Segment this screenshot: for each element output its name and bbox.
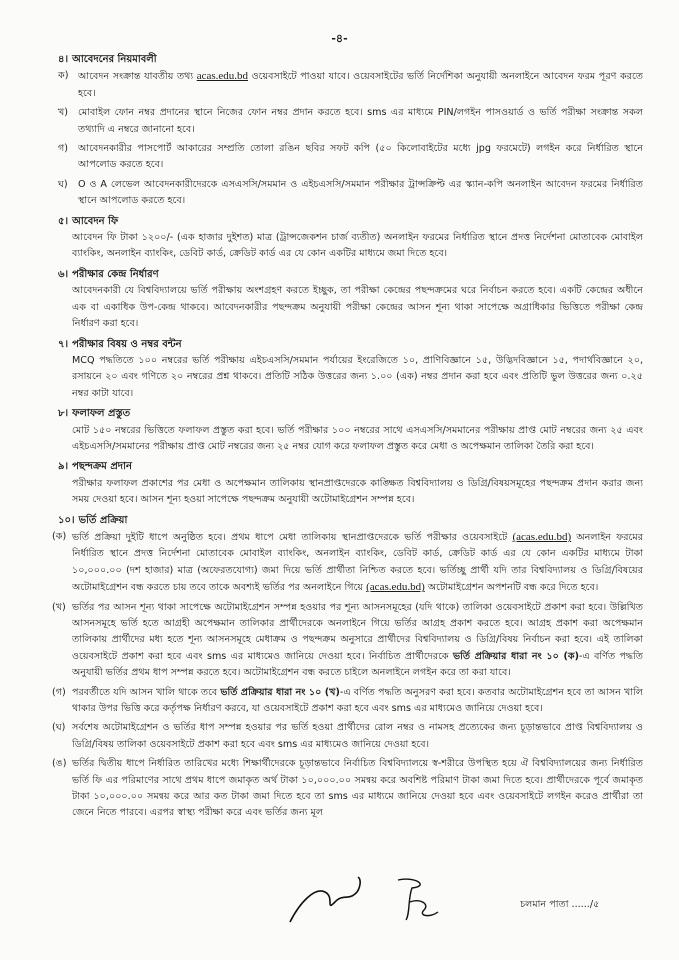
section-number: ১০। [58,514,75,526]
section-body: আবেদনকারী যে বিশ্ববিদ্যালয়ে ভর্তি পরীক্ষায় অংশগ্রহণ করতে ইচ্ছুক, তা পরীক্ষা কেন্দ্রের পছন্দক্রমের ঘরে নির্বাচন করতে হবে। একটি কেন্দ্রের অধীনে এক বা একাধিক উপ-কেন্দ্র থাকবে। আবেদনকারীর পছন্দক্রম অনুযায়ী পরীক্ষা কেন্দ্রের আসন শূন্য থাকা সাপেক্ষে অগ্রাধিকার ভিত্তিতে পরীক্ষা কেন্দ্র নির্ধারণ করা হবে। [72,285,643,330]
website-link[interactable]: acas.edu.bd [196,70,249,83]
section-body: MCQ পদ্ধতিতে ১০০ নম্বরের ভর্তি পরীক্ষায় এইচএসসি/সমমান পর্যায়ের ইংরেজিতে ১০, প্রাণিবিজ্ঞানে ১৫, উদ্ভিদবিজ্ঞানে ১৫, পদার্থবিজ্ঞানে ২০, রসায়নে ২০ এবং গণিতে ২০ নম্বরের প্রশ্ন থাকবে। প্রতিটি সঠিক উত্তরের জন্য ১.০০ (এক) নম্বর প্রদান করা হবে এবং প্রতিটি ভুল উত্তরের জন্য ০.২৫ নম্বর কাটা যাবে। [72,354,643,399]
section-title: পরীক্ষার কেন্দ্র নির্ধারণ [72,268,159,280]
item-text: ভর্তির দ্বিতীয় ধাপে নির্ধারিত তারিখের মধ্যে শিক্ষার্থীদেরকে চূড়ান্তভাবে নির্বাচিত বিশ্ববিদ্যালয়ে স্ব-শরীরে উপস্থিত হয়ে ঐ বিশ্ববিদ্যালয়ের জন্য নির্ধারিত ভর্তি ফি এর পরিমাণের সাথে প্রথম ধাপে জমাকৃত অর্থ টাকা ১০,০০০.০০ সমন্বয় করে অবশিষ্ট পরিমাণ টাকা জমা দিতে হবে। প্রার্থীদেরকে পূর্বে জমাকৃত টাকা ১০,০০০.০০ সমন্বয় করে আর কত টাকা জমা দিতে হবে তা sms এর মাধ্যমে জানিয়ে দেওয়া হবে এবং ওয়েবসাইটে লগইন করেও প্রার্থীরা তা জেনে নিতে পারবে। এরপর স্বাস্থ্য পরীক্ষা করে এবং ভর্তির জন্য মূল [72,758,643,819]
item-label: খ) [58,107,69,119]
item-text-part: আবেদন সংক্রান্ত যাবতীয় তথ্য [78,71,197,83]
list-item [58,105,643,138]
item-text [72,685,643,718]
item-label: ক) [58,70,69,82]
item-text: আবেদনকারীর পাসপোর্ট আকারের সম্প্রতি তোলা রঙিন ছবির সফট কপি (৫০ কিলোবাইটের মধ্যে jpg ফরমেটে) লগইন করে নির্ধারিত স্থানে আপলোড করতে হবে। [78,143,643,171]
section-heading [58,267,643,283]
list-item [52,600,644,682]
item-label: (ঙ) [52,758,67,770]
item-text-part: ভর্তি প্রক্রিয়া দুইটি ধাপে অনুষ্ঠিত হবে। প্রথম ধাপে মেধা তালিকায় স্থানপ্রাপ্তদেরকে ভর্তি পরীক্ষার ওয়েবসাইটে [72,531,513,543]
list-item [58,68,643,102]
section-number: ৫। [58,215,69,227]
section-body: আবেদন ফি টাকা ১২০০/- (এক হাজার দুইশত) মাত্র (ট্রান্সজেকশন চার্জ ব্যতীত) অনলাইন ফরমের নির্ধারিত স্থানে প্রদত্ত নির্দেশনা মোতাবেক মোবাইল ব্যাংকিং, অনলাইন ব্যাংকিং, ডেবিট কার্ড, ক্রেডিট কার্ড এর যে কোন একটির মাধ্যমে জমা দিতে হবে। [72,232,643,260]
item-text: মোবাইল ফোন নম্বর প্রদানের স্থানে নিজের ফোন নম্বর প্রদান করতে হবে। sms এর মাধ্যমে PIN/লগইন পাসওয়ার্ড ও ভর্তি পরীক্ষা সংক্রান্ত সকল তথ্যাদি এ নম্বরে জানানো হবে। [78,107,643,135]
item-label: (ক) [52,530,67,542]
item-text-part: ওয়েবসাইটে পাওয়া যাবে। ওয়েবসাইটের ভর্তি নির্দেশিকা অনুযায়ী অনলাইনে আবেদন ফরম পূরণ করতে হবে। [78,71,643,99]
section-application-rules [58,52,643,210]
section-heading [58,337,643,353]
section-admission-process [52,513,644,822]
item-text-part: ভর্তির পর আসন শূন্য থাকা সাপেক্ষে অটোমাইগ্রেশন সম্পন্ন হওয়ার পর শূন্য আসনসমূহের (যদি থাকে) তালিকা ওয়েবসাইটে প্রকাশ করা হবে। উল্লিখিত আসনসমূহে ভর্তি হতে আগ্রহী অপেক্ষমান তালিকার প্রার্থীদেরকে অনলাইনে গিয়ে ভর্তির আগ্রহ প্রকাশ করতে হবে। আগ্রহ প্রকাশ করা অপেক্ষমান তালিকায় প্রার্থীদের মধ্য হতে শূন্য আসনসমূহে মেধাক্রম ও পছন্দক্রম অনুসারে প্রার্থীদের বিশ্ববিদ্যালয় ও ডিগ্রি/বিষয় নির্বাচন করা হবে। এই তালিকা ওয়েবসাইটে প্রকাশ করা হবে এবং sms এর মাধ্যমেও জানিয়ে দেওয়া হবে। নির্বাচিত প্রার্থীদেরকে [72,601,643,662]
signature-1 [290,877,360,922]
item-label: ঘ) [58,178,68,190]
signatures [280,872,520,932]
website-link[interactable]: (acas.edu.bd) [366,581,425,594]
section-number: ৯। [58,461,69,473]
section-title: ফলাফল প্রস্তুত [72,408,131,420]
section-heading [58,214,643,230]
section-heading [58,406,643,422]
section-number: ৭। [58,338,69,350]
section-title: আবেদনের নিয়মাবলী [72,54,157,65]
item-text-part: অনলাইন ফরমের নির্ধারিত স্থানে প্রদত্ত নির্দেশনা মোতাবেক মোবাইল ব্যাংকিং, অনলাইন ব্যাংকিং, ডেবিট কার্ড, ক্রেডিট কার্ড এর যে কোন একটির মাধ্যমে টাকা ১০,০০০.০০ (দশ হাজার) মাত্র (অফেরতযোগ্য) জমা দিয়ে ভর্তি প্রার্থীতা নিশ্চিত করতে হবে। ভর্তিচ্ছু প্রার্থী যদি তার বিশ্ববিদ্যালয় ও ডিগ্রি/বিষয়ের অটোমাইগ্রেশন বন্ধ করতে চায় তবে তাকে অবশ্যই ভর্তির পর অনলাইনে গিয়ে [72,531,644,594]
section-heading [58,459,643,475]
section-title: পছন্দক্রম প্রদান [72,461,132,473]
list-item [52,720,643,753]
section-heading [58,513,643,529]
website-link[interactable]: (acas.edu.bd) [512,530,572,543]
item-text-part: -এ বর্ণিত পদ্ধতি অনুযায়ী ভর্তির প্রথম ধাপ সম্পন্ন করতে হবে। অটোমাইগ্রেশন বন্ধ করতে চাইলে অনলাইনে লগইন করে তা করা যাবে। [72,650,644,679]
item-text [72,600,643,682]
section-number: ৪। [58,54,69,65]
section-result-preparation [58,406,643,455]
section-body: মোট ১৫০ নম্বরের ভিত্তিতে ফলাফল প্রস্তুত করা হবে। ভর্তি পরীক্ষার ১০০ নম্বরের সাথে এসএসসি/সমমানের পরীক্ষায় প্রাপ্ত মোট নম্বরের জন্য ২৫ এবং এইচএসসি/সমমানের পরীক্ষায় প্রাপ্ত মোট নম্বরের জন্য ২৫ নম্বর যোগ করে ফলাফল প্রস্তুত করে মেধা ও অপেক্ষমান তালিকা তৈরি করা হবে। [72,424,643,452]
list-item [52,529,644,597]
section-number: ৮। [58,408,69,420]
item-text: O ও A লেভেল আবেদনকারীদেরকে এসএসসি/সমমান ও এইচএসসি/সমমান পরীক্ষার ট্রান্সক্রিপ্ট এর স্ক্যান-কপি অনলাইন আবেদন ফরমের নির্ধারিত স্থানে আপলোড করতে হবে। [78,178,643,207]
section-body: পরীক্ষার ফলাফল প্রকাশের পর মেধা ও অপেক্ষমান তালিকায় স্থানপ্রাপ্তদেরকে কাঙ্ক্ষিত বিশ্ববিদ্যালয় ও ডিগ্রি/বিষয়সমূহের পছন্দক্রম প্রদান করার জন্য সময় দেওয়া হবে। আসন শূন্য হওয়া সাপেক্ষে পছন্দক্রম অনুযায়ী অটোমাইগ্রেশন সম্পন্ন হবে। [72,477,643,506]
item-text-part: পরবর্তীতে যদি আসন খালি থাকে তবে [72,686,221,698]
section-exam-center [58,267,643,333]
item-text-part: -এ বর্ণিত পদ্ধতি অনুসরণ করা হবে। কতবার অটোমাইগ্রেশন হবে তা আসন খালি থাকার উপর ভিত্তি করে কর্তৃপক্ষ নির্ধারণ করবে, যা ওয়েবসাইটে প্রকাশ করা হবে এবং sms এর মাধ্যমেও জানিয়ে দেওয়া হবে। [72,686,643,715]
item-text-part: অটোমাইগ্রেশন অপশনটি বন্ধ করে দিতে হবে। [424,582,599,594]
list-item [58,141,643,174]
item-label: (গ) [52,686,66,698]
item-label: (ঘ) [52,722,66,734]
item-text: সর্বশেষ অটোমাইগ্রেশন ও ভর্তির ধাপ সম্পন্ন হওয়ার পর ভর্তি হওয়া প্রার্থীদের রোল নম্বর ও নামসহ প্রত্যেকের জন্য চূড়ান্তভাবে প্রাপ্ত বিশ্ববিদ্যালয় ও ডিগ্রি/বিষয় তালিকা ওয়েবসাইটে প্রকাশ করা হবে এবং sms এর মাধ্যমেও জানিয়ে দেওয়া হবে। [72,722,643,750]
list-item [52,685,643,718]
list-item [52,756,643,822]
section-heading [58,52,643,68]
continuation-note: চলমান পাতা ....../৫ [520,899,600,910]
section-title: পরীক্ষার বিষয় ও নম্বর বন্টন [72,338,182,350]
section-title: আবেদন ফি [72,215,119,227]
section-exam-subjects [58,337,643,403]
clause-reference: ভর্তি প্রক্রিয়ার ধারা নং ১০ (ক) [453,650,579,662]
page-number: -৪- [331,32,348,45]
item-text [78,68,643,102]
section-application-fee [58,214,643,263]
clause-reference: ভর্তি প্রক্রিয়ার ধারা নং ১০ (খ) [220,686,340,698]
item-label: গ) [58,143,69,155]
section-title: ভর্তি প্রক্রিয়া [78,514,128,526]
signature-2 [398,879,438,920]
document-content [52,52,644,826]
item-label: (খ) [52,601,66,613]
section-choice-submission [58,459,643,508]
section-number: ৬। [58,268,69,280]
item-text [72,529,643,597]
list-item [58,177,643,210]
